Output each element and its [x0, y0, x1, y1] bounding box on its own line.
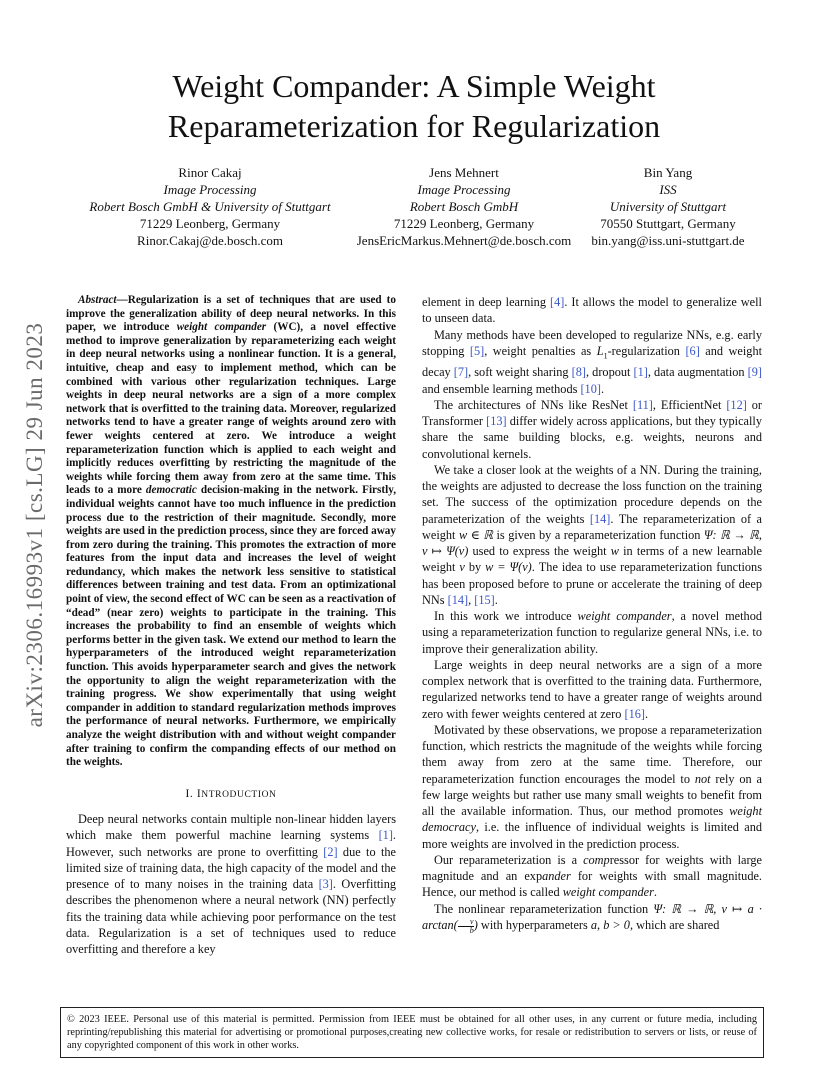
- text: . The idea to use reparameterization functions has been proposed before to prune or accelerate the training of deep NNs: [422, 560, 762, 607]
- intro-paragraph-8: [422, 852, 762, 901]
- author-organization: Robert Bosch GmbH & University of Stuttgart: [89, 199, 331, 214]
- fraction-denominator: b: [469, 925, 474, 935]
- citation-link[interactable]: [15]: [474, 592, 495, 607]
- math: w: [610, 544, 619, 559]
- text: , dropout: [586, 365, 634, 380]
- author-name: Rinor Cakaj: [178, 165, 242, 180]
- author-department: Image Processing: [163, 182, 257, 197]
- copyright-notice: © 2023 IEEE. Personal use of this material is permitted. Permission from IEEE must be obtained for all other uses, in any current or future media, including reprinting/republishing this material for advertising or promotional purposes,creating new collective works, for resale or redistribution to servers or lists, or reuse of any copyrighted component of this work in other works.: [60, 1007, 764, 1058]
- text: Many methods have been developed to regularize NNs, e.g. early stopping: [422, 327, 762, 358]
- abstract-emphasis: democratic: [145, 484, 197, 497]
- author-department: Image Processing: [417, 182, 511, 197]
- abstract-text: decision-making in the network. Firstly, individual weights cannot have too much influence in the prediction process due to the restriction of their magnitude. Secondly, more weights are used in the prediction process, since they are forced away from zero during the training. This promotes the extraction of more features from the input data and increases the level of weight redundancy, which makes the network less sensitive to statistical differences between training and test data. From an optimizational point of view, the second effect of WC can be seen as a reactivation of “dead” (near zero) weights to participate in the training. This increases the probability to find an ensemble of weights which performs better in the given task. We extend our method to learn the hyperparameters of the introduced weight reparameterization function. This avoids hyperparameter search and gives the network the opportunity to align the weight reparameterization with the training progress. We show experimentally that using weight compander in addition to standard regularization methods improves the performance of neural networks. Furthermore, we empirically analyze the weight distribution with and without weight compander after training to confirm the companding effects of our method on the weights.: [66, 484, 396, 769]
- text: , weight penalties as: [484, 343, 597, 358]
- text: The architectures of NNs like ResNet: [434, 397, 633, 412]
- text: .: [653, 885, 657, 900]
- text: or Transformer: [422, 397, 762, 429]
- text: Large weights in deep neural networks are a sign of a more complex network that is overfitted to the training data. Furthermore, regularized networks tend to have a greater range of weights around zero with fewer weights centered at zero: [422, 657, 762, 721]
- abstract: [66, 294, 396, 770]
- right-column: [422, 294, 762, 935]
- intro-paragraph-1: [66, 811, 396, 957]
- text: due to the limited size of training data, the high capacity of the model and the presence of to many noises in the training data: [66, 844, 396, 892]
- text: with hyperparameters: [477, 917, 591, 932]
- author-organization: Robert Bosch GmbH: [409, 199, 519, 214]
- intro-paragraph-continued: [422, 294, 762, 327]
- author-department: ISS: [659, 182, 677, 197]
- abstract-dash: —: [116, 294, 128, 306]
- text: in terms of a new learnable weight: [422, 544, 762, 575]
- text: .: [644, 706, 649, 721]
- math-fraction: [458, 918, 474, 935]
- author-email: Rinor.Cakaj@de.bosch.com: [137, 233, 283, 248]
- text: , data augmentation: [647, 365, 748, 380]
- text: Motivated by these observations, we propose a reparameterization function, which restricts the magnitude of the weights while forcing them away from zero at the same time. Therefore, our reparameterization function encourages the model to: [422, 722, 762, 786]
- math-subscript: 1: [603, 351, 608, 361]
- citation-link[interactable]: [6]: [685, 343, 700, 358]
- intro-paragraph-5: [422, 608, 762, 657]
- text: , soft weight sharing: [468, 365, 572, 380]
- text: used to express the weight: [468, 544, 611, 559]
- author-name: Jens Mehnert: [429, 165, 499, 180]
- text: , EfficientNet: [652, 397, 727, 412]
- citation-link[interactable]: [8]: [571, 365, 587, 380]
- author-address: 71229 Leonberg, Germany: [393, 216, 535, 231]
- author-email: bin.yang@iss.uni-stuttgart.de: [591, 233, 745, 248]
- text: for weights with small magnitude. Hence, our method is called: [422, 869, 763, 900]
- math: a, b > 0: [590, 917, 630, 932]
- math: v: [459, 560, 465, 575]
- intro-paragraph-4: [422, 462, 762, 608]
- citation-link[interactable]: [2]: [323, 844, 338, 859]
- paper-title-line-2: Reparameterization for Regularization: [167, 108, 661, 144]
- text: . The reparameterization of a weight: [422, 511, 763, 542]
- author-name: Bin Yang: [643, 165, 693, 180]
- text: differ widely across applications, but they typically share the same building blocks, e.g. weights, neurons and convolutional kernels.: [422, 414, 762, 461]
- citation-link[interactable]: [7]: [453, 365, 469, 380]
- author-block-3: [538, 164, 798, 249]
- citation-link[interactable]: [10]: [580, 381, 601, 396]
- citation-link[interactable]: [1]: [633, 365, 648, 380]
- text: . It allows the model to generalize well to unseen data.: [422, 295, 762, 326]
- citation-link[interactable]: [12]: [726, 397, 747, 412]
- text: rely on a few large weights but rather use many small weights to benefit from all the available information. Thus, our method promotes: [422, 771, 762, 819]
- text: . Overfitting describes the phenomenon where a neural network (NN) perfectly fits the training data while achieving poor performance on the test data. Regularization is a set of techniques used to reduce overfitting and therefore a key: [66, 877, 396, 957]
- author-organization: University of Stuttgart: [609, 199, 727, 214]
- citation-link[interactable]: [3]: [318, 877, 333, 892]
- intro-paragraph-7: [422, 722, 762, 852]
- citation-link[interactable]: [1]: [378, 828, 393, 843]
- left-column: [66, 294, 396, 957]
- text: by: [464, 560, 486, 575]
- math: ): [473, 917, 478, 932]
- citation-link[interactable]: [4]: [549, 295, 565, 309]
- abstract-emphasis: weight compander: [176, 321, 267, 334]
- author-address: 70550 Stuttgart, Germany: [600, 216, 736, 231]
- citation-link[interactable]: [14]: [447, 592, 469, 607]
- math: w = Ψ(v): [485, 560, 532, 575]
- emphasis: ander: [542, 869, 571, 884]
- math: Ψ: ℝ → ℝ, v ↦ Ψ(v): [422, 527, 762, 559]
- emphasis: weight compander: [562, 885, 654, 900]
- abstract-text: Regularization is a set of techniques that are used to improve the generalization ability of deep neural networks. In this paper, we introduce: [66, 294, 396, 334]
- citation-link[interactable]: [14]: [589, 511, 611, 526]
- text: is given by a reparameterization function: [493, 527, 704, 542]
- emphasis: weight compander: [577, 609, 672, 624]
- intro-paragraph-3: [422, 397, 762, 462]
- section-title-initial: I: [196, 787, 202, 800]
- citation-link[interactable]: [9]: [747, 365, 762, 380]
- emphasis: weight democracy: [422, 804, 762, 835]
- fraction-numerator: v: [458, 918, 474, 927]
- text: . However, such networks are prone to overfitting: [66, 828, 396, 859]
- abstract-label: Abstract: [78, 294, 117, 306]
- text: , which are shared: [629, 917, 720, 932]
- citation-link[interactable]: [11]: [632, 397, 653, 412]
- text: The nonlinear reparameterization function: [434, 901, 654, 916]
- abstract-text: (WC), a novel effective method to improve generalization by reparameterizing each weight in deep neural networks using a nonlinear function. It is a general, intuitive, cheap and easy to implement method, which can be combined with various other regularization techniques. Large weights in deep neural networks are a sign of a more complex network that is overfitted to the training data. Moreover, regularized networks tend to have a greater range of weights around zero with fewer weights centered at zero. We introduce a weight reparameterization function which is applied to each weight and implicitly reduces overfitting by restricting the magnitude of the weights while forcing them away from zero at the same time. This leads to a more: [66, 321, 397, 497]
- intro-paragraph-6: [422, 657, 762, 722]
- citation-link[interactable]: [13]: [486, 414, 507, 429]
- math: a · arctan(: [422, 901, 763, 932]
- text: .: [494, 592, 498, 607]
- math: L: [596, 343, 604, 358]
- section-heading-introduction: [66, 786, 396, 803]
- citation-link[interactable]: [16]: [624, 706, 645, 721]
- text: , i.e. the influence of individual weights is limited and more weights are involved in the prediction process.: [422, 820, 762, 851]
- arxiv-sidebar: [22, 290, 48, 760]
- section-title-rest: NTRODUCTION: [201, 789, 277, 800]
- text: ,: [468, 592, 475, 607]
- math: Ψ: ℝ → ℝ, v ↦: [653, 901, 743, 916]
- intro-paragraph-2: [422, 327, 762, 397]
- text: element in deep learning: [422, 295, 550, 309]
- intro-paragraph-9: [422, 901, 762, 935]
- citation-link[interactable]: [5]: [469, 343, 485, 358]
- emphasis: not: [694, 771, 711, 786]
- text: ressor for weights with large magnitude and an exp: [422, 852, 762, 884]
- author-address: 71229 Leonberg, Germany: [139, 216, 281, 231]
- emphasis: comp: [583, 852, 610, 867]
- text: Our reparameterization is a: [434, 852, 584, 867]
- section-number: I.: [185, 787, 197, 800]
- math: w ∈ ℝ: [458, 527, 494, 542]
- text: , a novel method using a reparameterization function to regularize general NNs, i.e. to improve their generalization ability.: [422, 609, 762, 656]
- arxiv-identifier: arXiv:2306.16993v1 [cs.LG] 29 Jun 2023: [22, 322, 47, 728]
- paper-title-line-1: Weight Compander: A Simple Weight: [172, 68, 656, 104]
- text: .: [600, 381, 605, 396]
- text: and weight decay: [422, 343, 763, 380]
- text: Deep neural networks contain multiple non-linear hidden layers which make them powerful machine learning systems: [66, 812, 396, 843]
- author-block-1: [80, 164, 340, 249]
- text: In this work we introduce: [434, 609, 578, 624]
- text: -regularization: [607, 343, 686, 358]
- text: We take a closer look at the weights of a NN. During the training, the weights are adjusted to decrease the loss function on the training set. The success of the optimization procedure depends on the parameterization of the weights: [422, 462, 762, 526]
- text: and ensemble learning methods: [422, 381, 581, 396]
- author-email: JensEricMarkus.Mehnert@de.bosch.com: [356, 233, 572, 248]
